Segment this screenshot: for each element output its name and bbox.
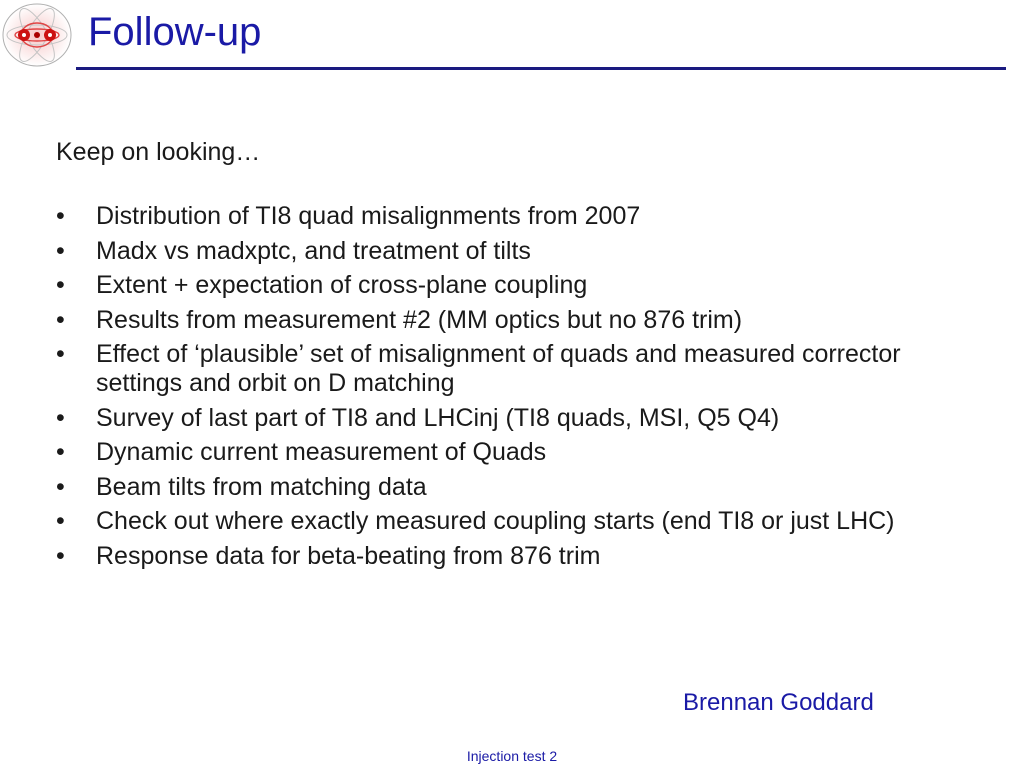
bullet-icon: • (56, 403, 65, 432)
bullet-text: Madx vs madxptc, and treatment of tilts (96, 236, 531, 265)
bullet-list (56, 202, 976, 571)
list-item (56, 404, 976, 433)
bullet-icon: • (56, 541, 65, 570)
bullet-text: Survey of last part of TI8 and LHCinj (TI8 quads, MSI, Q5 Q4) (96, 403, 780, 432)
footer (0, 747, 1024, 765)
bullet-icon: • (56, 202, 65, 230)
bullet-text: Check out where exactly measured coupling starts (end TI8 or just LHC) (96, 507, 895, 535)
bullet-text: Results from measurement #2 (MM optics but no 876 trim) (96, 305, 743, 334)
bullet-text: Effect of ‘plausible’ set of misalignment of quads and measured corrector settings and orbit on D matching (96, 340, 901, 397)
bullet-icon: • (56, 305, 65, 334)
author-name: Brennan Goddard (683, 689, 874, 716)
slide-body (56, 136, 976, 576)
footer-text: Injection test 2 (466, 748, 558, 764)
list-item (56, 237, 976, 266)
list-item (56, 507, 976, 536)
bullet-text: Response data for beta-beating from 876 trim (96, 541, 601, 570)
bullet-text: Extent + expectation of cross-plane coupling (96, 271, 588, 299)
list-item (56, 473, 976, 502)
list-item (56, 542, 976, 571)
lhc-logo-icon (0, 0, 74, 70)
bullet-icon: • (56, 438, 65, 466)
bullet-icon: • (56, 340, 65, 368)
slide-title: Follow-up (88, 10, 262, 54)
bullet-icon: • (56, 236, 65, 265)
list-item (56, 340, 976, 398)
bullet-icon: • (56, 507, 65, 535)
list-item (56, 306, 976, 335)
intro-text: Keep on looking… (56, 138, 261, 166)
bullet-text: Beam tilts from matching data (96, 472, 427, 501)
list-item (56, 271, 976, 300)
list-item (56, 202, 976, 231)
title-divider (76, 67, 1006, 70)
bullet-text: Dynamic current measurement of Quads (96, 438, 547, 466)
bullet-icon: • (56, 472, 65, 501)
bullet-icon: • (56, 271, 65, 299)
bullet-text: Distribution of TI8 quad misalignments from 2007 (96, 202, 641, 230)
list-item (56, 438, 976, 467)
